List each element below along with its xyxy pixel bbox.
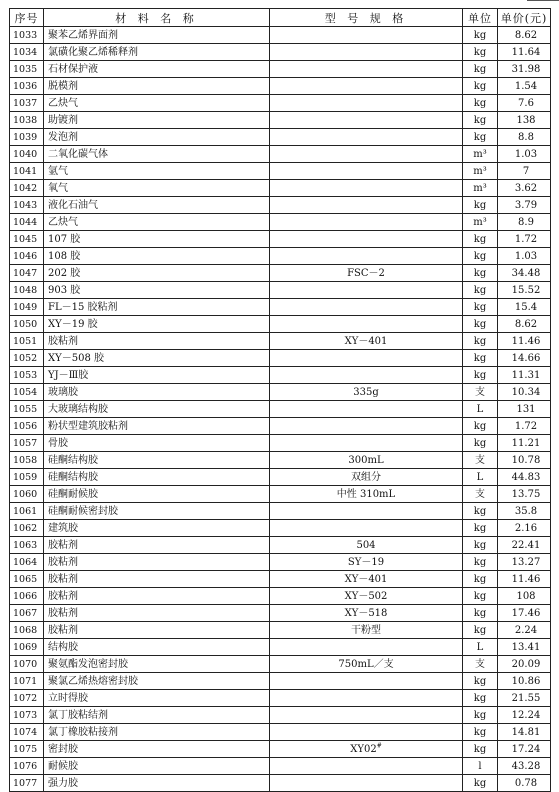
cell-price: 13.41 [498,639,551,656]
cell-name: 硅酮结构胶 [44,452,270,469]
cell-price: 11.64 [498,44,551,61]
cell-unit: kg [463,231,498,248]
cell-price: 15.4 [498,299,551,316]
table-row [10,418,551,435]
cell-no: 1066 [10,588,44,605]
cell-no: 1068 [10,622,44,639]
cell-spec [270,775,463,792]
cell-no: 1038 [10,112,44,129]
cell-price: 15.52 [498,282,551,299]
cell-spec [270,248,463,265]
cell-unit: kg [463,316,498,333]
cell-unit: m³ [463,146,498,163]
cell-name: 硅酮耐候密封胶 [44,503,270,520]
cell-unit: kg [463,690,498,707]
cell-price: 11.21 [498,435,551,452]
cell-spec [270,299,463,316]
table-row [10,520,551,537]
cell-no: 1060 [10,486,44,503]
cell-unit: kg [463,503,498,520]
header-unit: 单位 [463,9,498,27]
table-row [10,758,551,775]
cell-spec [270,180,463,197]
cell-price: 108 [498,588,551,605]
cell-spec [270,95,463,112]
cell-unit: kg [463,622,498,639]
cell-spec [270,350,463,367]
cell-no: 1063 [10,537,44,554]
cell-no: 1070 [10,656,44,673]
cell-spec [270,282,463,299]
table-row [10,112,551,129]
header-price: 单价(元) [498,9,551,27]
cell-unit: kg [463,571,498,588]
cell-unit: kg [463,333,498,350]
cell-unit: kg [463,673,498,690]
cell-spec [270,316,463,333]
table-body [10,27,551,792]
cell-unit: kg [463,775,498,792]
table-row [10,741,551,758]
cell-unit: l [463,758,498,775]
table-row [10,282,551,299]
cell-no: 1053 [10,367,44,384]
table-row [10,61,551,78]
cell-price: 11.46 [498,333,551,350]
table-row [10,673,551,690]
cell-no: 1057 [10,435,44,452]
table-row [10,622,551,639]
table-row [10,486,551,503]
cell-name: 胶粘剂 [44,622,270,639]
cell-spec [270,129,463,146]
cell-name: 大玻璃结构胶 [44,401,270,418]
cell-price: 21.55 [498,690,551,707]
cell-no: 1048 [10,282,44,299]
cell-price: 34.48 [498,265,551,282]
table-row [10,775,551,792]
cell-name: XY－19 胶 [44,316,270,333]
cell-name: 氯丁胶粘结剂 [44,707,270,724]
table-row [10,690,551,707]
cell-spec [270,503,463,520]
cell-no: 1033 [10,27,44,44]
cell-spec: 750mL／支 [270,656,463,673]
table-row [10,95,551,112]
cell-spec: 双组分 [270,469,463,486]
header-no: 序号 [10,9,44,27]
cell-spec [270,367,463,384]
cell-price: 2.24 [498,622,551,639]
cell-no: 1069 [10,639,44,656]
cell-unit: 支 [463,452,498,469]
cell-no: 1076 [10,758,44,775]
cell-price: 13.27 [498,554,551,571]
table-row [10,588,551,605]
cell-unit: kg [463,537,498,554]
cell-spec: XY02# [270,741,463,758]
cell-no: 1052 [10,350,44,367]
cell-price: 14.66 [498,350,551,367]
cell-spec [270,435,463,452]
table-row [10,724,551,741]
cell-price: 7 [498,163,551,180]
cell-price: 17.24 [498,741,551,758]
table-row [10,707,551,724]
cell-no: 1041 [10,163,44,180]
cell-spec [270,707,463,724]
cell-no: 1073 [10,707,44,724]
cell-unit: kg [463,197,498,214]
cell-no: 1051 [10,333,44,350]
cell-name: 强力胶 [44,775,270,792]
table-row [10,27,551,44]
cell-name: 202 胶 [44,265,270,282]
table-row [10,214,551,231]
cell-unit: kg [463,248,498,265]
table-row [10,401,551,418]
cell-price: 8.62 [498,316,551,333]
cell-unit: m³ [463,180,498,197]
table-row [10,299,551,316]
cell-name: 胶粘剂 [44,537,270,554]
cell-spec [270,146,463,163]
cell-unit: kg [463,707,498,724]
cell-spec [270,163,463,180]
table-row [10,605,551,622]
cell-name: 二氧化碳气体 [44,146,270,163]
cell-no: 1065 [10,571,44,588]
cell-name: 107 胶 [44,231,270,248]
cell-unit: L [463,469,498,486]
table-row [10,571,551,588]
cell-no: 1034 [10,44,44,61]
table-row [10,469,551,486]
header-row [10,9,551,27]
cell-no: 1072 [10,690,44,707]
cell-name: 氩气 [44,163,270,180]
cell-spec [270,724,463,741]
cell-price: 10.86 [498,673,551,690]
cell-name: 粉状型建筑胶粘剂 [44,418,270,435]
cell-name: FL－15 胶粘剂 [44,299,270,316]
cell-price: 1.54 [498,78,551,95]
table-row [10,452,551,469]
cell-price: 10.34 [498,384,551,401]
cell-unit: kg [463,27,498,44]
cell-no: 1064 [10,554,44,571]
cell-unit: kg [463,112,498,129]
cell-spec: 335g [270,384,463,401]
cell-name: 胶粘剂 [44,588,270,605]
cell-price: 1.03 [498,146,551,163]
cell-unit: kg [463,435,498,452]
cell-unit: kg [463,129,498,146]
cell-name: 发泡剂 [44,129,270,146]
header-name: 材 料 名 称 [44,9,270,27]
cell-price: 31.98 [498,61,551,78]
cell-name: 聚氯乙烯热熔密封胶 [44,673,270,690]
cell-price: 138 [498,112,551,129]
cell-unit: kg [463,741,498,758]
cell-name: 液化石油气 [44,197,270,214]
cell-name: YJ－Ⅲ胶 [44,367,270,384]
table-row [10,435,551,452]
cell-name: 玻璃胶 [44,384,270,401]
cell-spec [270,27,463,44]
cell-no: 1035 [10,61,44,78]
table-row [10,163,551,180]
table-row [10,180,551,197]
table-row [10,503,551,520]
cell-price: 8.62 [498,27,551,44]
cell-unit: kg [463,282,498,299]
cell-no: 1037 [10,95,44,112]
cell-price: 2.16 [498,520,551,537]
cell-unit: kg [463,78,498,95]
header-spec: 型 号 规 格 [270,9,463,27]
cell-no: 1062 [10,520,44,537]
table-row [10,333,551,350]
cell-name: 胶粘剂 [44,333,270,350]
cell-name: 氧气 [44,180,270,197]
table-row [10,129,551,146]
cell-unit: kg [463,61,498,78]
cell-unit: kg [463,588,498,605]
cell-spec [270,214,463,231]
cell-name: 耐候胶 [44,758,270,775]
cell-unit: kg [463,350,498,367]
cell-unit: kg [463,520,498,537]
cell-spec: XY－401 [270,571,463,588]
cell-spec [270,231,463,248]
table-row [10,384,551,401]
cell-name: XY－508 胶 [44,350,270,367]
table-row [10,78,551,95]
cell-no: 1058 [10,452,44,469]
cell-no: 1047 [10,265,44,282]
cell-unit: m³ [463,214,498,231]
cell-spec [270,112,463,129]
cell-name: 胶粘剂 [44,571,270,588]
cell-spec: 300mL [270,452,463,469]
cell-no: 1055 [10,401,44,418]
cell-name: 硅酮结构胶 [44,469,270,486]
cell-spec [270,673,463,690]
cell-price: 13.75 [498,486,551,503]
cell-spec [270,639,463,656]
cell-spec [270,418,463,435]
cell-price: 43.28 [498,758,551,775]
table-row [10,554,551,571]
cell-unit: kg [463,367,498,384]
cell-name: 立时得胶 [44,690,270,707]
cell-spec [270,197,463,214]
table-row [10,367,551,384]
table-row [10,639,551,656]
cell-name: 聚氨酯发泡密封胶 [44,656,270,673]
cell-no: 1056 [10,418,44,435]
cell-price: 131 [498,401,551,418]
cell-unit: kg [463,418,498,435]
cell-no: 1074 [10,724,44,741]
cell-unit: kg [463,554,498,571]
cell-unit: 支 [463,384,498,401]
cell-name: 石材保护液 [44,61,270,78]
cell-name: 密封胶 [44,741,270,758]
table-row [10,656,551,673]
cell-no: 1049 [10,299,44,316]
table-row [10,316,551,333]
cell-no: 1040 [10,146,44,163]
cell-spec [270,758,463,775]
cell-name: 脱模剂 [44,78,270,95]
cell-no: 1067 [10,605,44,622]
cell-spec [270,690,463,707]
cell-price: 14.81 [498,724,551,741]
page-corner-rule [527,0,559,5]
cell-spec [270,78,463,95]
cell-price: 0.78 [498,775,551,792]
cell-no: 1059 [10,469,44,486]
cell-no: 1061 [10,503,44,520]
cell-no: 1054 [10,384,44,401]
spec-superscript: # [376,742,382,750]
cell-unit: kg [463,95,498,112]
cell-name: 胶粘剂 [44,605,270,622]
cell-price: 35.8 [498,503,551,520]
cell-spec: SY－19 [270,554,463,571]
cell-spec: 504 [270,537,463,554]
cell-name: 建筑胶 [44,520,270,537]
cell-no: 1046 [10,248,44,265]
cell-price: 3.79 [498,197,551,214]
cell-unit: kg [463,724,498,741]
cell-name: 108 胶 [44,248,270,265]
table-row [10,265,551,282]
cell-name: 胶粘剂 [44,554,270,571]
cell-no: 1036 [10,78,44,95]
cell-spec [270,61,463,78]
cell-no: 1043 [10,197,44,214]
cell-no: 1044 [10,214,44,231]
cell-unit: L [463,639,498,656]
cell-no: 1071 [10,673,44,690]
cell-price: 10.78 [498,452,551,469]
cell-unit: 支 [463,656,498,673]
cell-no: 1077 [10,775,44,792]
cell-unit: kg [463,44,498,61]
cell-price: 7.6 [498,95,551,112]
cell-name: 助镀剂 [44,112,270,129]
cell-price: 22.41 [498,537,551,554]
cell-unit: kg [463,299,498,316]
cell-unit: m³ [463,163,498,180]
cell-price: 1.72 [498,231,551,248]
table-row [10,350,551,367]
cell-spec: XY－518 [270,605,463,622]
table-row [10,197,551,214]
cell-price: 8.9 [498,214,551,231]
cell-spec [270,520,463,537]
cell-name: 骨胶 [44,435,270,452]
table-row [10,146,551,163]
cell-spec: 中性 310mL [270,486,463,503]
cell-price: 1.72 [498,418,551,435]
cell-price: 8.8 [498,129,551,146]
table-row [10,44,551,61]
table-row [10,537,551,554]
cell-no: 1050 [10,316,44,333]
cell-name: 氯丁橡胶粘接剂 [44,724,270,741]
cell-no: 1039 [10,129,44,146]
cell-price: 11.46 [498,571,551,588]
cell-name: 结构胶 [44,639,270,656]
table-row [10,248,551,265]
cell-price: 20.09 [498,656,551,673]
cell-price: 3.62 [498,180,551,197]
cell-unit: kg [463,265,498,282]
cell-no: 1075 [10,741,44,758]
material-price-table [9,8,551,792]
cell-price: 11.31 [498,367,551,384]
cell-spec: FSC－2 [270,265,463,282]
cell-no: 1042 [10,180,44,197]
cell-spec: XY－502 [270,588,463,605]
cell-spec [270,44,463,61]
cell-spec [270,401,463,418]
cell-name: 硅酮耐候胶 [44,486,270,503]
cell-unit: L [463,401,498,418]
cell-unit: kg [463,605,498,622]
cell-name: 乙炔气 [44,214,270,231]
cell-name: 乙炔气 [44,95,270,112]
cell-name: 903 胶 [44,282,270,299]
cell-price: 1.03 [498,248,551,265]
cell-name: 聚苯乙烯界面剂 [44,27,270,44]
cell-no: 1045 [10,231,44,248]
cell-spec: 干粉型 [270,622,463,639]
cell-price: 44.83 [498,469,551,486]
cell-price: 12.24 [498,707,551,724]
cell-name: 氯磺化聚乙烯稀释剂 [44,44,270,61]
table-row [10,231,551,248]
cell-unit: 支 [463,486,498,503]
cell-spec: XY－401 [270,333,463,350]
cell-price: 17.46 [498,605,551,622]
